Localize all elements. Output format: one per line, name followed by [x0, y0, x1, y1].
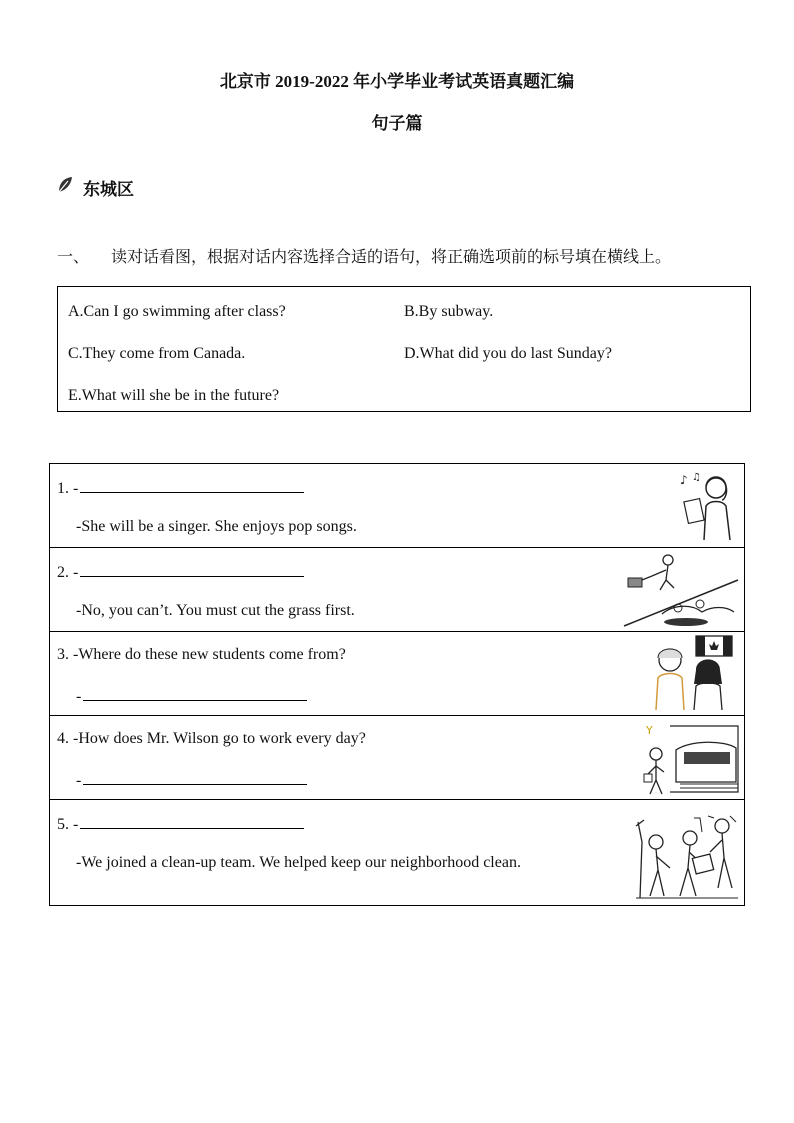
option-b: B.By subway.	[404, 303, 494, 320]
dialogue-dash: -	[73, 564, 79, 581]
answer-blank[interactable]	[80, 478, 304, 493]
answer-blank[interactable]	[80, 562, 304, 577]
question-row-1	[50, 464, 744, 548]
dialogue-line: -We joined a clean-up team. We helped keep our neighborhood clean.	[76, 854, 521, 871]
dialogue-text: -Where do these new students come from?	[73, 646, 346, 663]
question-line-1	[57, 478, 304, 498]
leaf-icon	[57, 176, 73, 199]
question-row-5	[50, 800, 744, 905]
dialogue-dash: -	[73, 480, 79, 497]
question-number: 2.	[57, 564, 69, 581]
svg-text:♫: ♫	[692, 472, 701, 483]
lawn-mowing-and-swimming-icon	[622, 552, 740, 633]
question-row-2	[50, 548, 744, 632]
answer-blank[interactable]	[83, 686, 307, 701]
district-label: 东城区	[83, 180, 134, 200]
option-d: D.What did you do last Sunday?	[404, 345, 612, 362]
students-with-flag-icon	[650, 634, 740, 717]
dialogue-line: -No, you can’t. You must cut the grass first.	[76, 602, 355, 619]
girl-singing-icon	[674, 470, 740, 547]
instruction-number: 一、	[57, 247, 90, 266]
answer-blank[interactable]	[83, 770, 307, 785]
question-row-4	[50, 716, 744, 800]
dialogue-dash: -	[76, 688, 82, 705]
svg-text:Y: Y	[646, 724, 653, 737]
question-number: 5.	[57, 816, 69, 833]
questions-table	[49, 463, 745, 906]
clean-up-team-icon	[634, 812, 740, 905]
question-number: 1.	[57, 480, 69, 497]
svg-text:♪: ♪	[680, 473, 688, 487]
question-line-1	[57, 730, 366, 748]
dialogue-dash: -	[76, 772, 82, 789]
option-a: A.Can I go swimming after class?	[68, 303, 286, 320]
question-line-1	[57, 814, 304, 834]
dialogue-line	[76, 686, 307, 706]
question-line-1	[57, 646, 346, 664]
dialogue-text: -How does Mr. Wilson go to work every day?	[73, 730, 366, 747]
man-at-subway-icon	[640, 722, 740, 801]
district-heading	[57, 175, 134, 200]
option-e: E.What will she be in the future?	[68, 387, 280, 404]
option-c: C.They come from Canada.	[68, 345, 246, 362]
instruction	[57, 244, 671, 267]
answer-blank[interactable]	[80, 814, 304, 829]
instruction-text: 读对话看图，根据对话内容选择合适的语句，将正确选项前的标号填在横线上。	[111, 247, 672, 266]
dialogue-dash: -	[73, 816, 79, 833]
page-title: 北京市 2019-2022 年小学毕业考试英语真题汇编	[219, 72, 575, 91]
options-box	[57, 286, 751, 412]
page-subtitle: 句子篇	[371, 114, 423, 133]
question-number: 3.	[57, 646, 69, 663]
question-number: 4.	[57, 730, 69, 747]
dialogue-line: -She will be a singer. She enjoys pop songs.	[76, 518, 357, 535]
question-line-1	[57, 562, 304, 582]
question-row-3	[50, 632, 744, 716]
dialogue-line	[76, 770, 307, 790]
